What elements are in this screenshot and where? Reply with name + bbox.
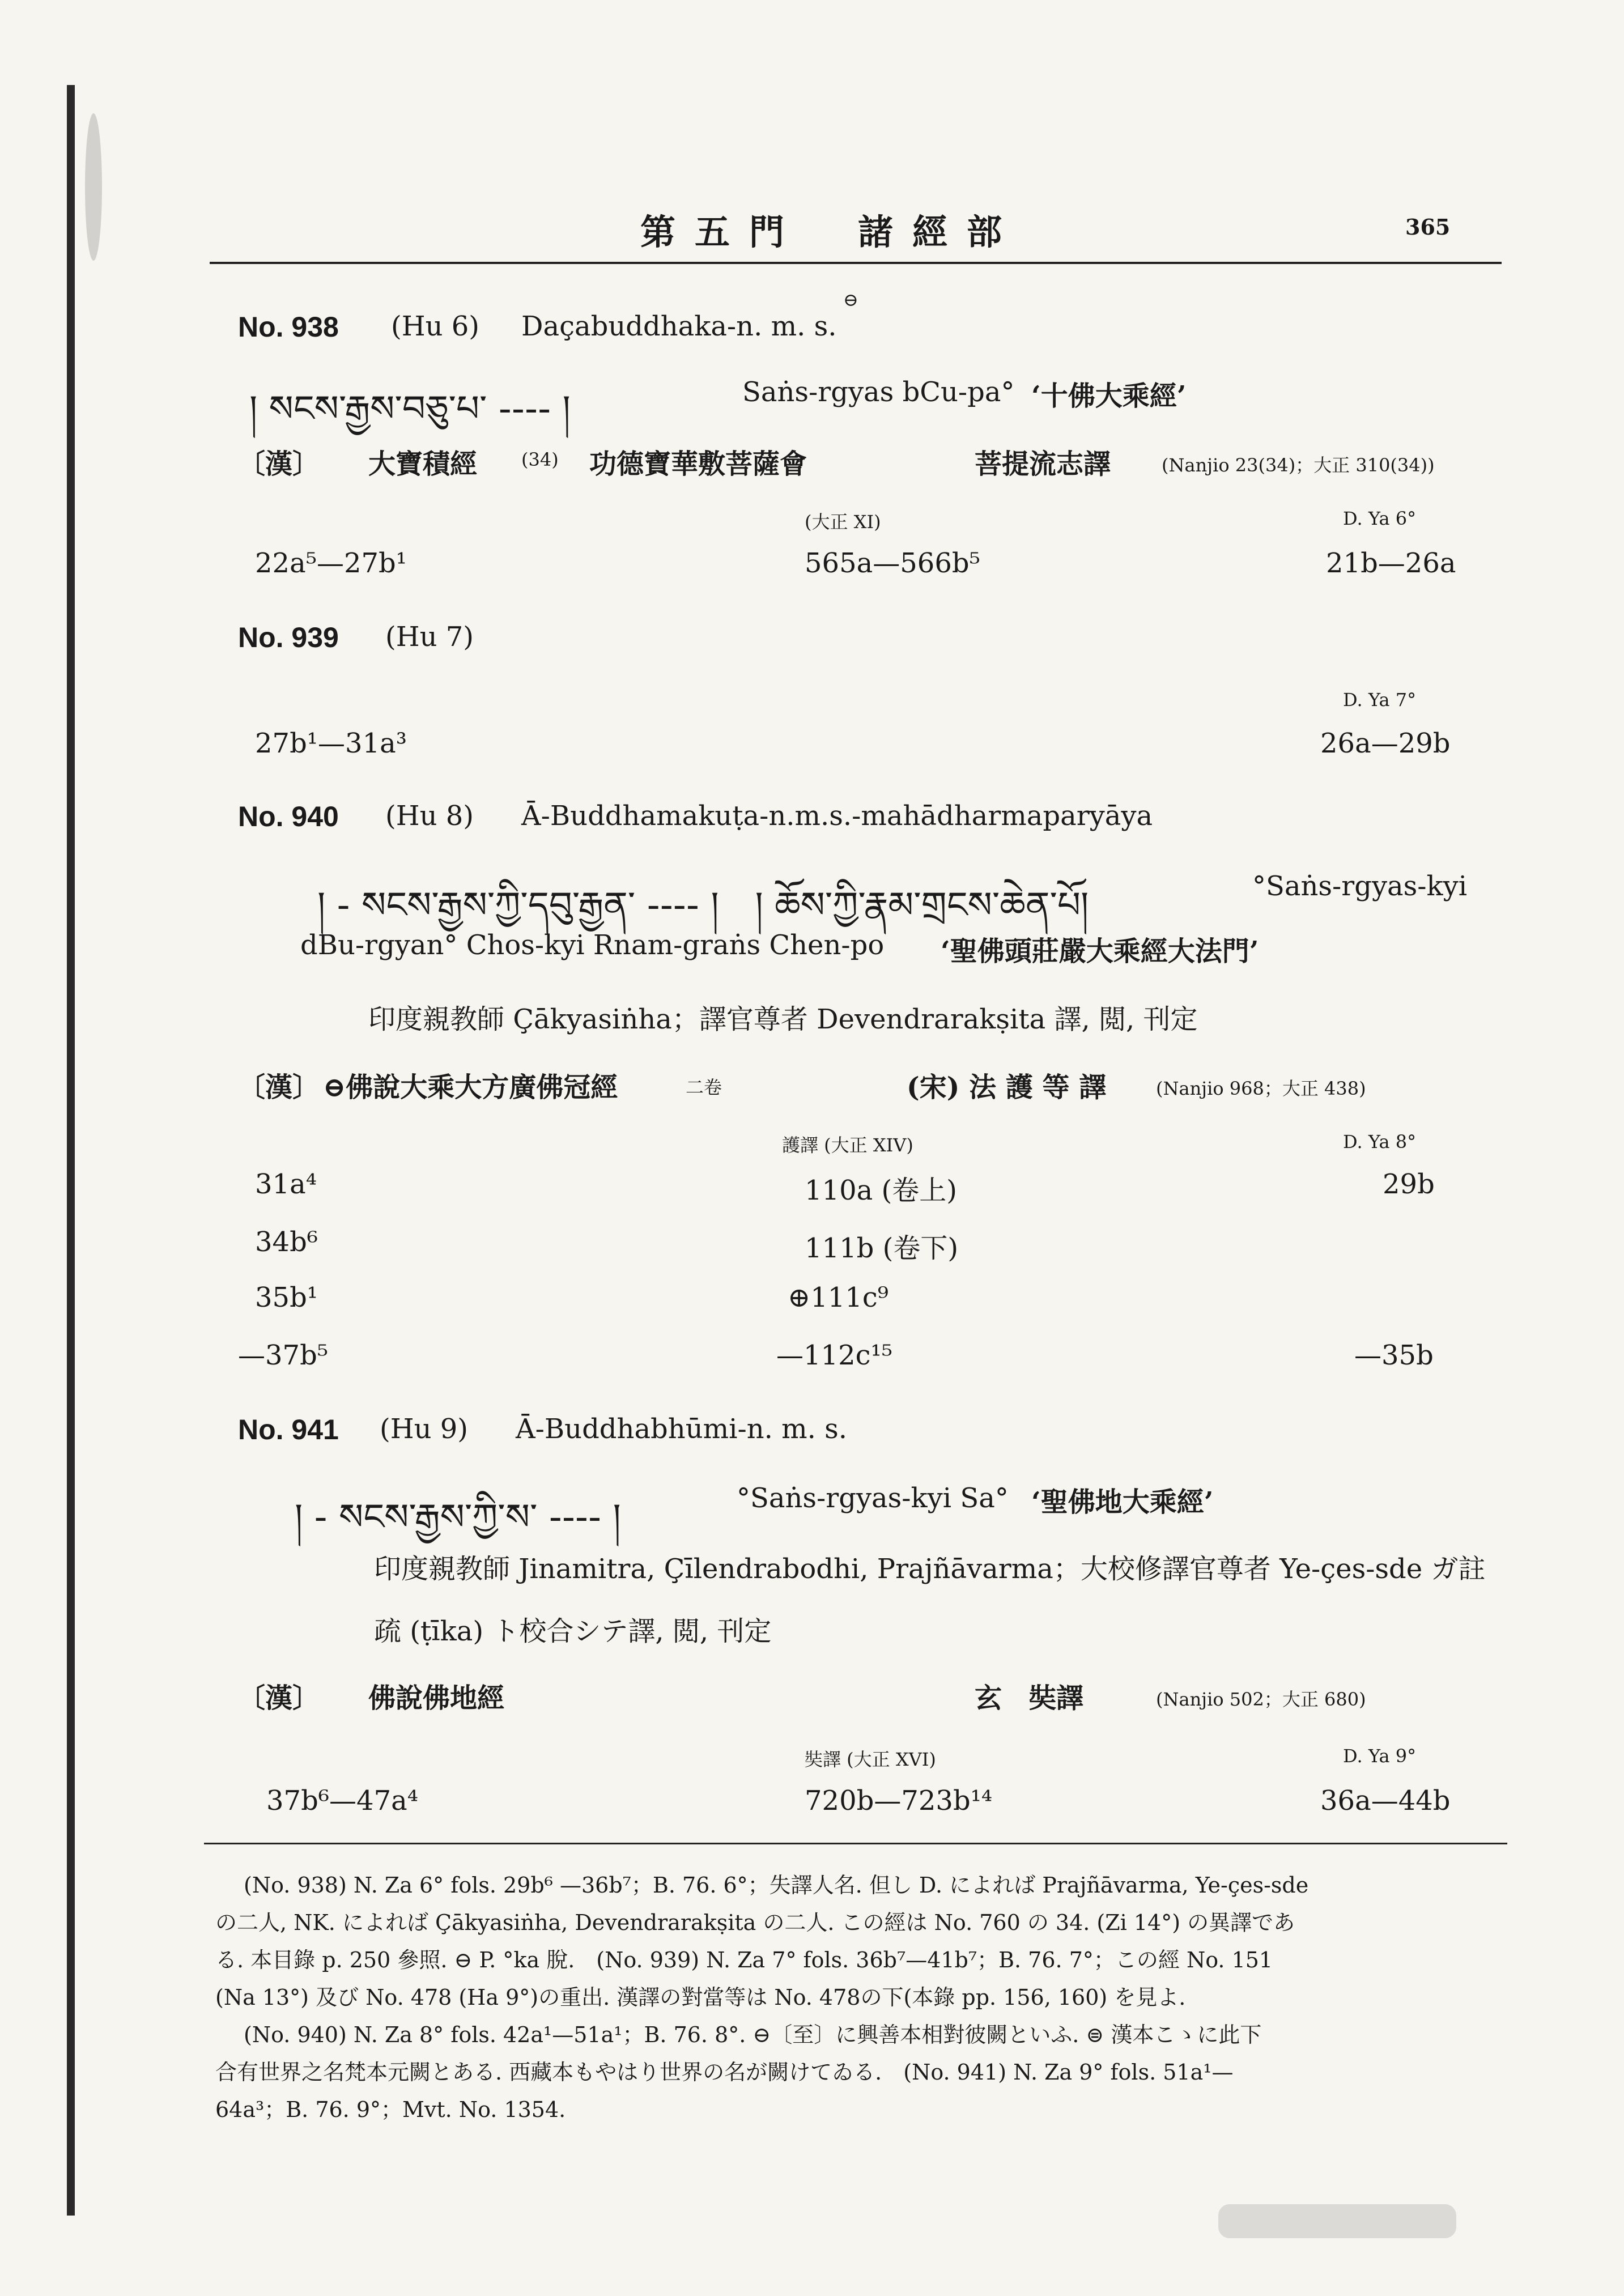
folio-derge: 29b bbox=[1383, 1168, 1435, 1200]
column-head-derge: D. Ya 9° bbox=[1343, 1745, 1417, 1767]
references: (Nanjio 502；大正 680) bbox=[1156, 1689, 1366, 1710]
scan-noise bbox=[85, 113, 102, 261]
han-volumes: 二卷 bbox=[686, 1077, 722, 1098]
han-label: 〔漢〕 bbox=[238, 448, 320, 480]
scan-edge-bar bbox=[67, 85, 75, 2216]
han-title: 大寶積經 bbox=[368, 448, 478, 480]
translators-line: 印度親教師 Çākyasiṅha；譯官尊者 Devendrarakṣita 譯, 閲, 刊定 bbox=[368, 1004, 1198, 1035]
variant-mark: ⊖ bbox=[843, 289, 858, 311]
folio-peking: 35b¹ bbox=[255, 1282, 318, 1313]
han-translator: (宋) 法 護 等 譯 bbox=[907, 1072, 1107, 1103]
folio-peking: 31a⁴ bbox=[255, 1168, 317, 1200]
folio-peking: 27b¹—31a³ bbox=[255, 728, 407, 759]
tibetan-romanized: °Saṅs-rgyas-kyi Sa° bbox=[737, 1482, 1009, 1514]
han-title: ⊖佛說大乘大方廣佛冠經 bbox=[323, 1072, 618, 1103]
scan-noise bbox=[1218, 2204, 1456, 2238]
han-paren: (34) bbox=[521, 449, 559, 470]
folio-peking: 34b⁶ bbox=[255, 1226, 318, 1258]
translator: 玄 奘譯 bbox=[975, 1682, 1084, 1714]
japanese-title: ‘十佛大乘經’ bbox=[1031, 380, 1187, 412]
translators-line: 印度親教師 Jinamitra, Çīlendrabodhi, Prajñāvarma；大校修譯官尊者 Ye-çes-sde ガ註 bbox=[374, 1553, 1486, 1585]
han-label: 〔漢〕 bbox=[238, 1682, 320, 1714]
han-title: 佛說佛地經 bbox=[368, 1682, 505, 1714]
folio-taisho: 111b (卷下) bbox=[805, 1232, 959, 1264]
tibetan-title: ། སངས་རྒྱས་བཅུ་པ་ ---- ། bbox=[249, 388, 571, 430]
footnote-line: (No. 940) N. Za 8° fols. 42a¹—51a¹；B. 76. 8°. ⊖〔至〕に興善本相對彼闕といふ. ⊜ 漢本こゝに此下 bbox=[244, 2022, 1262, 2047]
footnote-line: (No. 938) N. Za 6° fols. 29b⁶ —36b⁷；B. 76. 6°；失譯人名. 但し D. によれば Prajñāvarma, Ye-çes-sde bbox=[244, 1873, 1309, 1898]
folio-taisho: 720b—723b¹⁴ bbox=[805, 1785, 993, 1817]
footnote-line: 合有世界之名梵本元闕とある. 西藏本もやはり世界の名が闕けてゐる. (No. 941) N. Za 9° fols. 51a¹— bbox=[215, 2060, 1234, 2085]
sanskrit-title: Ā-Buddhabhūmi-n. m. s. bbox=[516, 1413, 848, 1445]
folio-derge: 26a—29b bbox=[1320, 728, 1451, 759]
column-head-taisho: 護譯 (大正 XIV) bbox=[782, 1134, 913, 1156]
column-head-derge: D. Ya 8° bbox=[1343, 1131, 1417, 1153]
tibetan-title: ། - སངས་རྒྱས་ཀྱི་དབུ་རྒྱན་ ---- ། ། ཆོས་ཀྱི་རྣམ་གྲངས་ཆེན་པོ། bbox=[317, 885, 1089, 926]
han-part: 功德寶華敷菩薩會 bbox=[589, 448, 807, 480]
column-head-taisho: (大正 XI) bbox=[805, 511, 881, 533]
references: (Nanjio 23(34)；大正 310(34)) bbox=[1162, 454, 1435, 476]
folio-taisho: 110a (卷上) bbox=[805, 1175, 957, 1206]
column-head-derge: D. Ya 6° bbox=[1343, 508, 1417, 529]
tibetan-romanized: °Saṅs-rgyas-kyi bbox=[1252, 870, 1468, 902]
footnote-line: 64a³；B. 76. 9°；Mvt. No. 1354. bbox=[215, 2097, 566, 2122]
japanese-title: ‘聖佛頭莊嚴大乘經大法門’ bbox=[941, 936, 1259, 967]
folio-derge: 21b—26a bbox=[1326, 547, 1456, 579]
sanskrit-title: Daçabuddhaka-n. m. s. bbox=[521, 311, 837, 342]
footnote-rule bbox=[204, 1843, 1507, 1844]
references: (Nanjio 968；大正 438) bbox=[1156, 1078, 1366, 1099]
hu-ref: (Hu 7) bbox=[385, 621, 474, 653]
tibetan-title: ། - སངས་རྒྱས་ཀྱི་ས་ ---- ། bbox=[295, 1496, 621, 1538]
han-label: 〔漢〕 bbox=[238, 1072, 320, 1103]
column-head-derge: D. Ya 7° bbox=[1343, 689, 1417, 711]
hu-ref: (Hu 8) bbox=[385, 800, 474, 832]
japanese-title: ‘聖佛地大乘經’ bbox=[1031, 1486, 1214, 1518]
footnote-line: (Na 13°) 及び No. 478 (Ha 9°)の重出. 漢譯の對當等は No. 478の下(本錄 pp. 156, 160) を見よ. bbox=[215, 1985, 1186, 2010]
folio-taisho: 565a—566b⁵ bbox=[805, 547, 980, 579]
folio-taisho: —112c¹⁵ bbox=[776, 1340, 892, 1371]
entry-number: No. 938 bbox=[238, 311, 339, 343]
page-number: 365 bbox=[1405, 214, 1451, 240]
tibetan-romanized-cont: dBu-rgyan° Chos-kyi Rnam-graṅs Chen-po bbox=[300, 929, 885, 961]
hu-ref: (Hu 6) bbox=[391, 311, 480, 342]
tibetan-romanized: Saṅs-rgyas bCu-pa° bbox=[742, 376, 1015, 408]
page-header-title: 第五門 諸經部 bbox=[640, 211, 1022, 253]
translators-line-cont: 疏 (ṭīka) ト校合シテ譯, 閲, 刊定 bbox=[374, 1615, 772, 1647]
translator: 菩提流志譯 bbox=[975, 448, 1111, 480]
column-head-taisho: 奘譯 (大正 XVI) bbox=[805, 1749, 936, 1770]
folio-peking: 37b⁶—47a⁴ bbox=[266, 1785, 418, 1817]
header-rule bbox=[210, 262, 1502, 264]
entry-number: No. 940 bbox=[238, 801, 339, 832]
entry-number: No. 941 bbox=[238, 1414, 339, 1445]
sanskrit-title: Ā-Buddhamakuṭa-n.m.s.-mahādharmaparyāya bbox=[521, 800, 1153, 832]
folio-peking: —37b⁵ bbox=[238, 1340, 329, 1371]
entry-number: No. 939 bbox=[238, 622, 339, 653]
footnote-line: る. 本目錄 p. 250 參照. ⊖ P. °ka 脫. (No. 939) N. Za 7° fols. 36b⁷—41b⁷；B. 76. 7°；この經 No. 151 bbox=[215, 1948, 1273, 1972]
folio-peking: 22a⁵—27b¹ bbox=[255, 547, 407, 579]
folio-derge: —35b bbox=[1354, 1340, 1434, 1371]
folio-derge: 36a—44b bbox=[1320, 1785, 1451, 1817]
hu-ref: (Hu 9) bbox=[380, 1413, 469, 1445]
footnote-line: の二人, NK. によれば Çākyasiṅha, Devendrarakṣita の二人. この經は No. 760 の 34. (Zi 14°) の異譯であ bbox=[215, 1910, 1295, 1935]
folio-taisho: ⊕111c⁹ bbox=[788, 1282, 888, 1313]
